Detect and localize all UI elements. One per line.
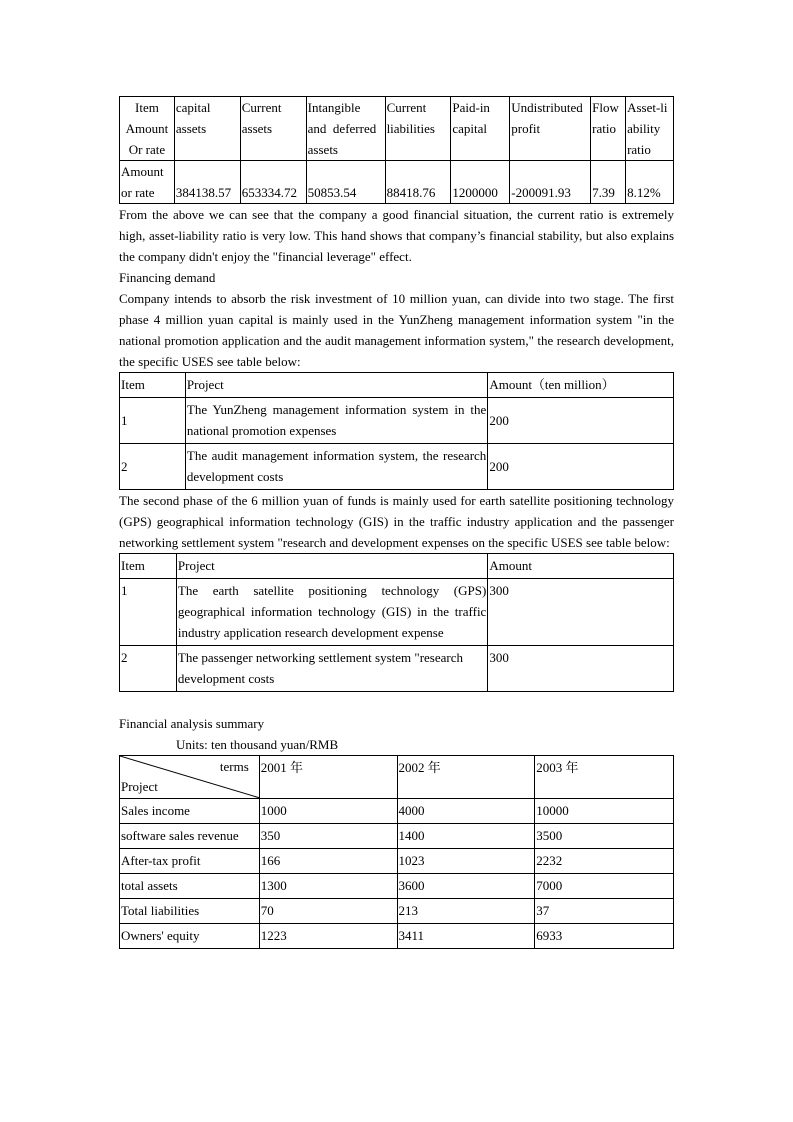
- value-cell: 1023: [397, 849, 535, 874]
- value-cell: 3500: [535, 824, 674, 849]
- units-note: Units: ten thousand yuan/RMB: [176, 737, 339, 752]
- header-cell: Asset-li ability ratio: [626, 97, 674, 161]
- item-cell: 2: [120, 646, 177, 692]
- second-phase-table: [119, 553, 674, 692]
- value-cell: 166: [259, 849, 397, 874]
- value-cell: 2232: [535, 849, 674, 874]
- table-row: [120, 924, 674, 949]
- value-cell: 1223: [259, 924, 397, 949]
- value-cell: 88418.76: [385, 161, 451, 204]
- amount-cell: 300: [488, 579, 674, 646]
- paragraph-financial-situation: From the above we can see that the company a good financial situation, the current ratio is extremely high, asset-liability ratio is very low. This hand shows that company’s financial stability, but also explains the company didn't enjoy the "financial leverage" effect.: [119, 207, 674, 264]
- value-cell: 6933: [535, 924, 674, 949]
- row-label: Total liabilities: [120, 899, 260, 924]
- table-row: [120, 849, 674, 874]
- row-label: total assets: [120, 874, 260, 899]
- year-header: 2001 年: [259, 756, 397, 799]
- table-row: [120, 579, 674, 646]
- value-cell: 3411: [397, 924, 535, 949]
- table-header-row: [120, 97, 674, 161]
- header-cell: Project: [185, 373, 487, 398]
- header-cell: Flow ratio: [591, 97, 626, 161]
- table-row: [120, 646, 674, 692]
- project-cell: The earth satellite positioning technology (GPS) geographical information technology (GIS) in the traffic industry application research development expense: [176, 579, 487, 646]
- table-row: [120, 161, 674, 204]
- header-cell: Intangible and deferred assets: [306, 97, 385, 161]
- year-header: 2002 年: [397, 756, 535, 799]
- project-cell: The audit management information system, the research development costs: [185, 444, 487, 490]
- row-label: software sales revenue: [120, 824, 260, 849]
- value-cell: 213: [397, 899, 535, 924]
- table-header-row: [120, 756, 674, 799]
- table-row: [120, 444, 674, 490]
- value-cell: 350: [259, 824, 397, 849]
- value-cell: 1200000: [451, 161, 510, 204]
- amount-cell: 200: [488, 444, 674, 490]
- row-label: After-tax profit: [120, 849, 260, 874]
- value-cell: 653334.72: [240, 161, 306, 204]
- first-phase-table: [119, 372, 674, 490]
- header-cell: Current liabilities: [385, 97, 451, 161]
- value-cell: 4000: [397, 799, 535, 824]
- header-cell: Item Amount Or rate: [120, 97, 175, 161]
- paragraph-second-phase: The second phase of the 6 million yuan of funds is mainly used for earth satellite positioning technology (GPS) geographical information technology (GIS) in the traffic industry application and the passenger networking settlement system "research and development expenses on the specific USES see table below:: [119, 493, 674, 550]
- project-cell: The YunZheng management information system in the national promotion expenses: [185, 398, 487, 444]
- header-cell: Item: [120, 373, 186, 398]
- header-cell: Project: [176, 554, 487, 579]
- diagonal-header-cell: [120, 756, 260, 799]
- value-cell: 1300: [259, 874, 397, 899]
- amount-cell: 300: [488, 646, 674, 692]
- terms-label: terms: [219, 759, 249, 774]
- paragraph-first-phase: Company intends to absorb the risk investment of 10 million yuan, can divide into two stage. The first phase 4 million yuan capital is mainly used in the YunZheng management information system "in the national promotion application and the audit management information system," the research development, the specific USES see table below:: [119, 291, 674, 369]
- heading-financial-summary: Financial analysis summary: [119, 716, 265, 731]
- row-label: Owners' equity: [120, 924, 260, 949]
- value-cell: -200091.93: [510, 161, 591, 204]
- header-cell: Amount（ten million）: [488, 373, 674, 398]
- item-cell: 2: [120, 444, 186, 490]
- value-cell: 50853.54: [306, 161, 385, 204]
- item-cell: 1: [120, 579, 177, 646]
- value-cell: 1400: [397, 824, 535, 849]
- value-cell: 7000: [535, 874, 674, 899]
- table-row: [120, 799, 674, 824]
- item-cell: 1: [120, 398, 186, 444]
- value-cell: 70: [259, 899, 397, 924]
- value-cell: 384138.57: [174, 161, 240, 204]
- document-page: [119, 96, 674, 949]
- table-row: [120, 398, 674, 444]
- financial-summary-table: [119, 755, 674, 949]
- header-cell: Amount: [488, 554, 674, 579]
- header-cell: Item: [120, 554, 177, 579]
- balance-table: [119, 96, 674, 204]
- value-cell: 7.39: [591, 161, 626, 204]
- heading-financing-demand: Financing demand: [119, 270, 216, 285]
- amount-cell: 200: [488, 398, 674, 444]
- header-cell: capital assets: [174, 97, 240, 161]
- header-cell: Paid-in capital: [451, 97, 510, 161]
- value-cell: 3600: [397, 874, 535, 899]
- header-cell: Current assets: [240, 97, 306, 161]
- value-cell: 1000: [259, 799, 397, 824]
- project-label: Project: [121, 779, 158, 794]
- header-cell: Undistributed profit: [510, 97, 591, 161]
- table-row: [120, 874, 674, 899]
- value-cell: 10000: [535, 799, 674, 824]
- row-label: Amount or rate: [120, 161, 175, 204]
- table-header-row: [120, 373, 674, 398]
- table-row: [120, 899, 674, 924]
- table-header-row: [120, 554, 674, 579]
- row-label: Sales income: [120, 799, 260, 824]
- table-row: [120, 824, 674, 849]
- year-header: 2003 年: [535, 756, 674, 799]
- value-cell: 8.12%: [626, 161, 674, 204]
- value-cell: 37: [535, 899, 674, 924]
- project-cell: The passenger networking settlement system "research development costs: [176, 646, 487, 692]
